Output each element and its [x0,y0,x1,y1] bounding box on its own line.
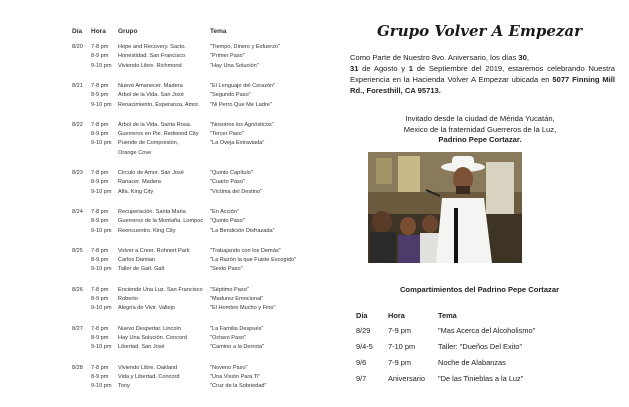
group-cell: Honestidad. San Francisco [118,53,186,60]
time-cell: 7-8 pm [91,82,109,89]
day-label: 8/25 [72,247,83,254]
schedule-topic: Noche de Alabanzas [438,358,506,367]
topic-cell: "Víctima del Destino" [210,188,263,195]
day-label: 8/24 [72,208,83,215]
schedule-time: 7-9 pm [388,326,412,335]
group-cell: Reencuentro. King City [118,227,176,234]
schedule-header-dia: Día [356,311,368,320]
topic-cell: "Madurez Emocional" [210,296,264,302]
schedule-day: 9/7 [356,374,367,383]
schedule-topic: "Mas Acerca del Alcoholismo" [438,326,536,335]
topic-cell: "Una Visión Para Ti" [210,373,261,380]
day-label: 8/20 [72,44,83,50]
day-label: 8/28 [72,364,83,371]
topic-cell: "Octavo Paso" [210,334,246,341]
schedule-topic: "De las Tinieblas a la Luz" [438,374,524,383]
header-grupo: Grupo [118,28,138,35]
time-cell: 8-9 pm [91,296,109,302]
time-cell: 7-8 pm [91,325,109,332]
intro-text: Como Parte de Nuestro 8vo. Aniversario, los días [350,53,519,62]
topic-cell: "Quinto Paso" [210,218,245,225]
schedule-time: Aniversario [388,374,425,383]
topic-cell: "Noveno Paso" [210,364,248,371]
topic-cell: "La Familia Después" [210,325,264,332]
group-cell: Nuevo Amanecer. Madera [118,82,183,89]
time-cell: 9-10 pm [91,62,112,69]
topic-cell: "Sexto Paso" [210,266,243,273]
time-cell: 8-9 pm [91,334,109,341]
topic-cell: "Tercer Paso" [210,131,244,138]
schedule-time: 7-9 pm [388,358,412,367]
topic-cell: "Camino a la Derrota" [210,344,265,351]
group-cell: Roberto [118,296,138,302]
time-cell: 7-8 pm [91,121,109,128]
time-cell: 7-8 pm [91,364,109,371]
invite-paragraph [350,114,610,146]
time-cell: 9-10 pm [91,266,112,273]
invite-line: Mexico de la fraternidad Guerreros de la Luz, [403,124,557,134]
time-cell: 7-8 pm [91,44,109,50]
group-cell: Alegría de Vivir. Vallejo [118,305,176,312]
topic-cell: "Segundo Paso" [210,92,251,99]
schedule-title: Compartimientos del Padrino Pepe Cortazar [399,285,560,294]
group-cell: Ranacer. Madera [118,179,161,186]
topic-cell: "Tiempo, Dinero y Esfuerzo" [210,44,280,50]
group-cell: Renacimiento, Esperanza, Amor. [118,101,200,108]
intro-date-31: 31 [350,64,359,73]
group-cell: Vida y Libertad. Concord [118,373,180,380]
time-cell: 9-10 pm [91,344,112,351]
time-cell: 9-10 pm [91,140,112,147]
topic-cell: "La Oveja Extraviada" [210,140,265,147]
topic-cell: "Trabajando con los Demás" [210,247,281,254]
group-cell: Arbol de la Vida. San José [118,92,184,99]
group-cell: Arbol de la Vida. Santa Rosa. [118,121,192,128]
time-cell: 8-9 pm [91,257,109,264]
time-cell: 9-10 pm [91,227,112,234]
topic-cell: "Séptimo Paso" [210,286,249,293]
group-cell: Circulo de Amor. San José [118,170,184,176]
header-tema: Tema [210,28,227,35]
group-cell: Orange Cove [118,149,152,156]
header-hora: Hora [91,28,106,35]
group-cell: Puende de Compresión, [118,140,179,147]
time-cell: 9-10 pm [91,188,112,195]
topic-cell: "Quinto Capítulo" [210,170,253,176]
intro-date-1: 1 [408,64,413,73]
group-cell: Alfa. King City [118,188,154,195]
page-title: Grupo Volver A Empezar [376,22,583,40]
topic-cell: "En Acción" [210,208,239,215]
topic-cell: "Cruz de la Sobriedad" [210,383,267,390]
header-dia: Día [72,28,83,35]
day-label: 8/26 [72,286,83,293]
time-cell: 7-8 pm [91,286,109,293]
topic-cell: "El Hombre Mucho y Fino" [210,305,276,312]
day-label: 8/23 [72,170,83,176]
topic-cell: "Cuarto Paso" [210,179,246,186]
group-cell: Viviendo Libre. Richmond [118,62,182,69]
schedule-day: 9/4-5 [356,342,373,351]
topic-cell: "Ni Perro Que Me Ladre" [210,101,272,108]
intro-text: de Agosto y [358,64,409,73]
group-cell: Recuperación. Santa Maria [118,208,186,215]
schedule-topic: Taller: "Dueños Del Exito" [438,342,523,351]
group-cell: Hope and Recovery. Sacto. [118,44,186,50]
group-cell: Nuevo Despertar. Lincoln [118,325,181,332]
topic-cell: "Hay Una Solución" [210,62,259,69]
invite-speaker: Padrino Pepe Cortazar. [438,135,522,144]
time-cell: 8-9 pm [91,92,109,99]
group-cell: Carlos Damian [118,257,155,264]
time-cell: 9-10 pm [91,383,112,390]
group-cell: Guerreros en Pie. Redwood City [118,131,199,138]
intro-text: de Septiembre del 2019, estaremos celebrando Nuestra Experiencia en la Hacienda Volver A Empezar ubicada en [350,64,615,84]
time-cell: 7-8 pm [91,170,109,176]
day-label: 8/22 [72,121,83,128]
time-cell: 8-9 pm [91,131,109,138]
group-cell: Volver a Creer. Rohnert Park [118,247,190,254]
time-cell: 9-10 pm [91,101,112,108]
group-cell: Viviendo Libre. Oakland [118,364,178,371]
intro-paragraph [350,52,615,96]
schedule-time: 7-10 pm [388,342,416,351]
intro-text: , [526,53,529,62]
topic-cell: "Primer Paso" [210,53,245,60]
schedule-day: 8/29 [356,326,371,335]
time-cell: 8-9 pm [91,218,109,225]
time-cell: 7-8 pm [91,247,109,254]
group-cell: Guerreros de la Montaña. Lompoc [118,218,204,225]
time-cell: 7-8 pm [91,208,109,215]
schedule-day: 9/6 [356,358,367,367]
group-cell: Taller de Gait. Galt [118,266,165,273]
speaker-photo [368,152,522,263]
intro-date-30: 30 [518,53,527,62]
topic-cell: "La Razón la que Fuiste Escogido" [210,257,297,264]
group-cell: Tony [118,383,130,390]
time-cell: 9-10 pm [91,305,112,312]
topic-cell: "La Bendición Disfrazada" [210,227,275,234]
topic-cell: "El Lenguaje del Corazón" [210,82,276,89]
topic-cell: "Nosotros los Agnósticos" [210,121,274,128]
group-cell: Enciende Una Luz. San Francisco [118,286,203,293]
time-cell: 8-9 pm [91,179,109,186]
group-cell: Libertad. San José [118,344,165,351]
invite-line: Invitado desde la ciudad de Mérida Yucatán, [405,114,555,123]
intro-address: 5077 Finning Mill Rd., Foresthill, CA 95713. [350,75,615,95]
group-cell: Hay Una Solución. Concord [118,334,188,341]
schedule-header-hora: Hora [388,311,405,320]
time-cell: 8-9 pm [91,53,109,60]
time-cell: 8-9 pm [91,373,109,380]
day-label: 8/21 [72,82,83,89]
schedule-header-tema: Tema [438,311,457,320]
day-label: 8/27 [72,325,83,332]
